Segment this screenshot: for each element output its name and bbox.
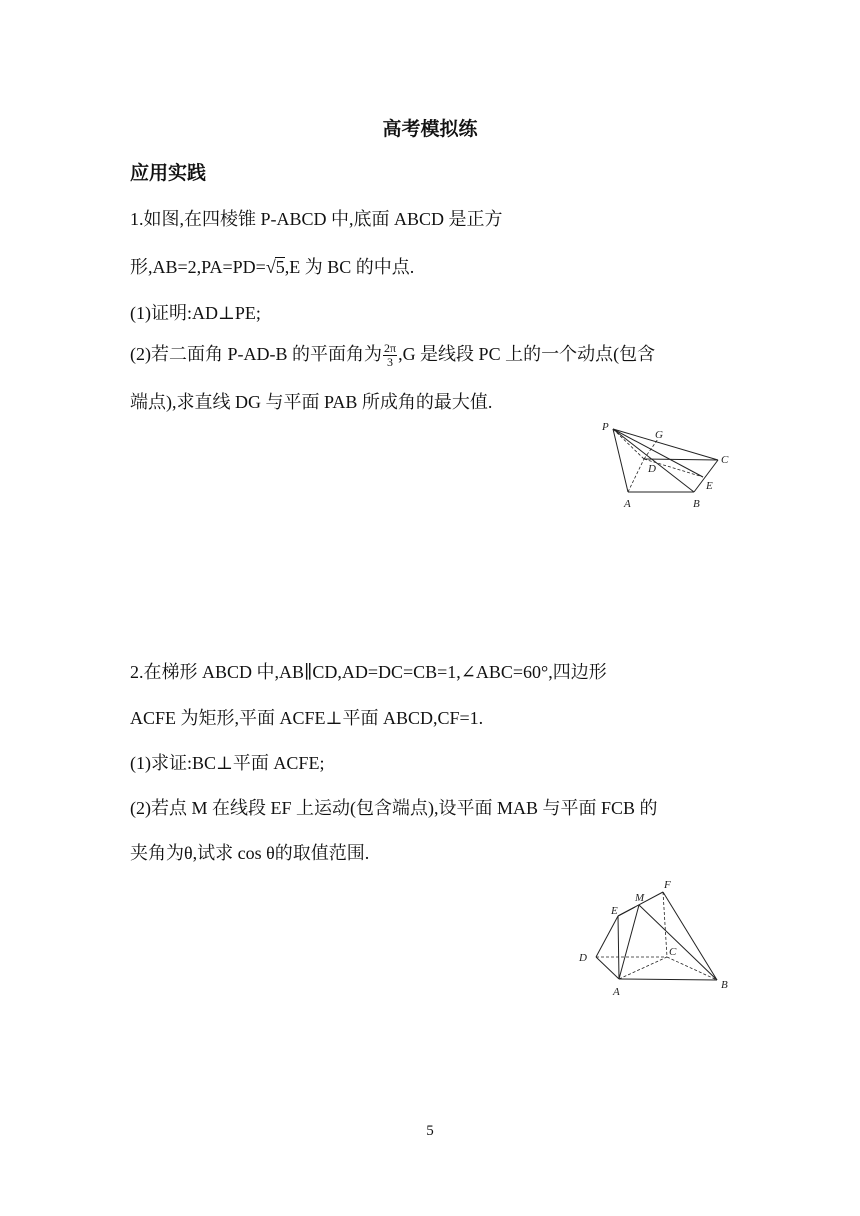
label-P: P [602,421,609,433]
edge-AD [628,459,644,492]
fraction [383,342,397,369]
label-C: C [721,454,729,466]
label-A: A [613,986,620,998]
edge-AB [619,979,717,980]
edge-DG [644,439,658,459]
label-C: C [669,946,677,958]
edge-PB [613,429,694,492]
problem1-statement-line1: 1.如图,在四棱锥 P-ABCD 中,底面 ABCD 是正方 [130,209,503,229]
label-G: G [655,429,663,441]
edge-EM [618,907,635,916]
edge-EA [618,916,619,979]
edge-MA [619,905,639,979]
label-D: D [579,952,587,964]
edge-DC [644,459,718,460]
sqrt-sign: √ [265,257,276,277]
fraction-denominator: 3 [387,355,394,370]
label-A: A [624,498,631,510]
label-B: B [693,498,700,510]
problem1-part1: (1)证明:AD⊥PE; [130,303,261,323]
page-title: 高考模拟练 [382,119,478,140]
page-number: 5 [426,1123,434,1139]
fraction-numerator: 2π [384,341,397,356]
section-heading: 应用实践 [130,163,207,184]
label-E: E [611,905,618,917]
problem1-text: 形,AB=2,PA=PD= [130,257,266,277]
problem1-part2-line1 [130,340,655,369]
label-B: B [721,979,728,991]
problem1-statement-line2 [130,253,414,279]
problem1-text: ,G 是线段 PC 上的一个动点(包含 [398,344,656,364]
problem2-part2-line2: 夹角为θ,试求 cos θ的取值范围. [130,843,370,863]
label-F: F [664,879,671,891]
edge-DE [596,916,618,957]
edge-FC [663,892,667,957]
problem1-part2-line2: 端点),求直线 DG 与平面 PAB 所成角的最大值. [130,392,493,412]
pyramid-figure [590,415,740,515]
edge-AC [619,957,667,979]
label-D: D [648,463,656,475]
problem1-text: (2)若二面角 P-AD-B 的平面角为 [130,344,382,364]
problem2-statement-line2: ACFE 为矩形,平面 ACFE⊥平面 ABCD,CF=1. [130,708,484,728]
problem2-statement-line1: 2.在梯形 ABCD 中,AB∥CD,AD=DC=CB=1,∠ABC=60°,四边形 [130,662,607,682]
problem1-text: ,E 为 BC 的中点. [284,257,415,277]
label-E: E [706,480,713,492]
edge-DA [596,957,619,979]
label-M: M [635,892,645,904]
problem2-part1: (1)求证:BC⊥平面 ACFE; [130,753,325,773]
trapezoid-figure [575,875,740,1005]
problem2-part2-line1: (2)若点 M 在线段 EF 上运动(包含端点),设平面 MAB 与平面 FCB 的 [130,798,658,818]
sqrt-radicand: 5 [275,257,285,277]
